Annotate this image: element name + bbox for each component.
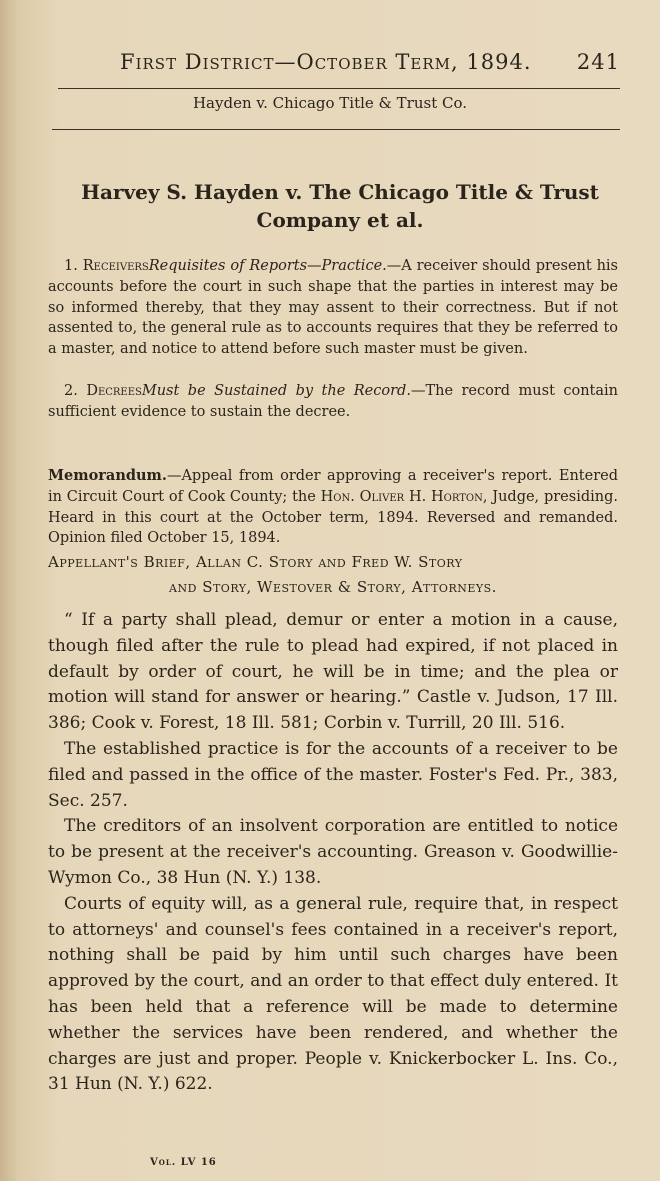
headnote-number: 1. [64, 258, 78, 274]
body-paragraph: The established practice is for the accounts of a receiver to be filed and passed in the office of the master. Foster's Fed. Pr., 383, Sec. 257. [48, 738, 618, 811]
memorandum-judge: Hon. Oliver H. Horton [320, 488, 483, 505]
case-title-line-1: Harvey S. Hayden v. The Chicago Title & Trust [81, 180, 599, 204]
headnote-subtopic: Requisites of Reports—Practice. [148, 258, 387, 274]
brief-body [48, 608, 618, 1098]
headnote-number: 2. [64, 383, 78, 399]
headnote-text: —The record must contain sufficient evidence to sustain the decree. [48, 383, 618, 420]
running-head-title: First District—October Term, 1894. [120, 50, 532, 74]
headnote-text: —A receiver should present his accounts before the court in such shape that the parties in interest may be so informed thereby, that they may assent to their correctness. But if not assented to, the general rule as to accounts requires that they be referred to a master, and notice to attend before such master must be given. [48, 258, 619, 358]
memorandum-text-1: —Appeal from order approving a receiver's report. Entered in Circuit Court of Cook County; the [48, 468, 618, 505]
memorandum-text-2: , Judge, presiding. Heard in this court at the October term, 1894. Reversed and remanded. Opinion filed October 15, 1894. [48, 488, 618, 547]
page-number: 241 [576, 50, 620, 74]
running-head [120, 50, 620, 74]
case-subhead: Hayden v. Chicago Title & Trust Co. [192, 94, 468, 112]
counsel-block [48, 550, 618, 600]
headnote-2 [48, 381, 618, 423]
header-rule-top [58, 88, 620, 89]
body-paragraph: Courts of equity will, as a general rule, require that, in respect to attorneys' and counsel's fees contained in a receiver's report, nothing shall be paid by him until such charges have been approved by the court, and an order to that effect duly entered. It has been held that a reference will be made to determine whether the services have been rendered, and whether the charges are just and proper. People v. Knickerbocker L. Ins. Co., 31 Hun (N. Y.) 622. [48, 893, 618, 1095]
case-title-line-2: Company et al. [256, 208, 424, 232]
memorandum [48, 466, 618, 549]
body-paragraph: “ If a party shall plead, demur or enter a motion in a cause, though filed after the rule to plead had expired, if not placed in default by order of court, he will be in time; and the plea or motion will stand for answer or hearing.” Castle v. Judson, 17 Ill. 386; Cook v. Forest, 18 Ill. 581; Corbin v. Turrill, 20 Ill. 516. [48, 610, 618, 734]
header-rule-bottom [52, 129, 620, 130]
headnote-topic: Decrees [86, 383, 142, 399]
case-title [70, 178, 610, 234]
headnote-1 [48, 256, 618, 360]
signature-mark: Vol. LV 16 [150, 1157, 217, 1168]
body-paragraph: The creditors of an insolvent corporation are entitled to notice to be present at the receiver's accounting. Greason v. Goodwillie-Wymon Co., 38 Hun (N. Y.) 138. [48, 816, 618, 888]
counsel-line-2: and Story, Westover & Story, Attorneys. [169, 578, 497, 596]
counsel-line-1: Appellant's Brief, Allan C. Story and Fred W. Story [48, 553, 463, 571]
memorandum-label: Memorandum. [48, 467, 167, 484]
headnote-subtopic: Must be Sustained by the Record. [141, 383, 411, 399]
headnote-topic: Receivers [82, 258, 149, 274]
